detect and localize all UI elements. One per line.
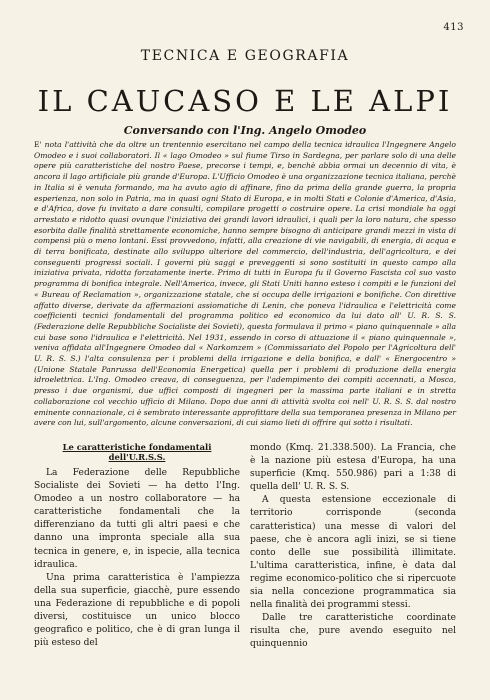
body-paragraph: A questa estensione eccezionale di territorio corrisponde (seconda caratteristica) una messe di valori del paese, che è ancora agli inizi, se si tiene conto delle sue possibilità illimitate. L'ultima caratteristica, infine, è data dal regime economico-politico che si ripercuote sia nella concezione programmatica sia nella finalità dei programmi stessi. xyxy=(250,495,456,611)
right-column xyxy=(250,442,456,652)
column-heading: Le caratteristiche fondamentali dell'U.R.S.S. xyxy=(62,442,212,462)
page-number: 413 xyxy=(443,22,464,33)
body-paragraph: La Federazione delle Repubbliche Socialiste dei Sovieti — ha detto l'Ing. Omodeo a un nostro collaboratore — ha caratteristiche fondamentali che la differenziano da tutti gli altri paesi e che danno una impronta speciale alla sua tecnica in genere, e, in ispecie, alla tecnica idraulica. xyxy=(34,468,240,570)
intro-paragraph: E' nota l'attività che da oltre un trentennio esercitano nel campo della tecnica idraulica l'Ingegnere Angelo Omodeo e i suoi collaboratori. Il « lago Omodeo » sul fiume Tirso in Sardegna, per parlare solo di una delle opere più caratteristiche del nostro Paese, precorse i tempi, e, benchè abbia ormai un decennio di vita, è ancora il lago artificiale più grande d'Europa. L'Ufficio Omodeo è una organizzazione tecnica italiana, perchè in Italia si è venuta formando, ma ha avuto agio di affinare, fino da prima della grande guerra, la propria esperienza, non solo in Patria, ma in quasi ogni Stato di Europa, e in molti Stati e Colonie d'America, d'Asia, e d'Africa, dove fu invitato a dare consulti, compilare progetti o costruire opere. La crisi mondiale ha oggi arrestato e ridotto quasi ovunque l'iniziativa dei grandi lavori idraulici, i quali per la loro natura, che spesso esorbita dalle finalità strettamente economiche, hanno sempre bisogno di anticipare grandi mezzi in vista di compensi più o meno lontani. Essi provvedono, infatti, alla creazione di vie navigabili, di energia, di acqua e di terra bonificata, destinate allo sviluppo ulteriore del commercio, dell'industria, dell'agricoltura, e dei conseguenti progressi sociali. I governi più saggi e preveggenti si sono sostituiti in questo campo alla iniziativa privata, ridotta forzatamente inerte. Primo di tutti in Europa fu il Governo Fascista col suo vasto programma di bonifica integrale. Nell'America, invece, gli Stati Uniti hanno esteso i compiti e le funzioni del « Bureau of Reclamation », organizzazione statale, che si occupa delle irrigazioni e bonifiche. Con direttive affatto diverse, derivate da affermazioni assiomatiche di Lenin, che poneva l'idraulica e l'elettricità come coefficienti tecnici fondamentali del programma politico ed economico da lui dato all' U. R. S. S. (Federazione delle Repubbliche Socialiste dei Sovieti), questa formulava il primo « piano quinquennale » alla cui base sono l'idraulica e l'elettricità. Nel 1931, essendo in corso di attuazione il « piano quinquennale », veniva affidata all'Ingegnere Omodeo dal « Narkomzem » (Commissariato del Popolo per l'Agricoltura dell' U. R. S. S.) l'alta consulenza per i problemi della irrigazione e della bonifica, e dall' « Energocentro » (Unione Statale Panrussa dell'Economia Energetica) quella per i problemi di produzione della energia idroelettrica. L'Ing. Omodeo creava, di conseguenza, per l'adempimento dei compiti accennati, a Mosca, presso i due organismi, due uffici composti di ingegneri per la massima parte italiani e in stretta collaborazione col vecchio ufficio di Milano. Dopo due anni di attività svolta coi nell' U. R. S. S. dal nostro eminente connazionale, ci è sembrato interessante approfittare della sua temporanea presenza in Milano per avere con lui, sull'argomento, alcune conversazioni, di cui siamo lieti di offrire qui sotto i risultati. xyxy=(34,140,456,428)
body-paragraph: mondo (Kmq. 21.338.500). La Francia, che è la nazione più estesa d'Europa, ha una superficie (Kmq. 550.986) pari a 1:38 di quella dell' U. R. S. S. xyxy=(250,443,456,493)
article-title: IL CAUCASO E LE ALPI xyxy=(37,84,453,118)
article-subtitle: Conversando con l'Ing. Angelo Omodeo xyxy=(123,124,367,137)
section-heading: TECNICA E GEOGRAFIA xyxy=(140,48,350,64)
body-paragraph: Una prima caratteristica è l'ampiezza della sua superficie, giacchè, pure essendo una Federazione di repubbliche e di popoli diversi, costituisce un unico blocco geografico e politico, che è di gran lunga il più esteso del xyxy=(34,572,240,649)
left-column xyxy=(34,442,240,650)
body-paragraph: Dalle tre caratteristiche coordinate risulta che, pure avendo eseguito nel quinquennio xyxy=(250,613,456,650)
